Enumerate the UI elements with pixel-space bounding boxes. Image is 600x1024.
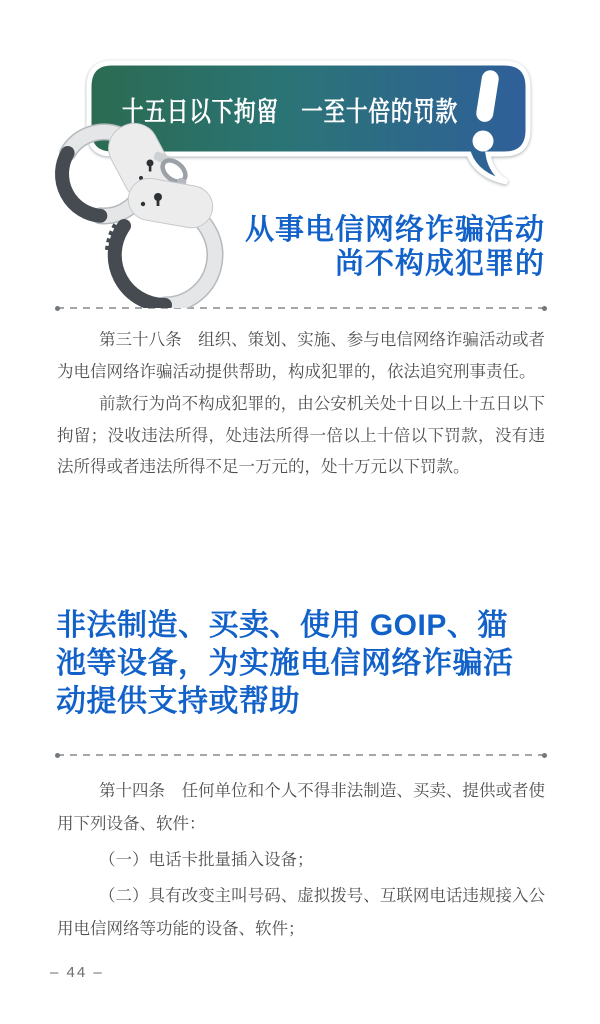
handcuffs-icon — [28, 112, 236, 308]
paragraph: 第十四条 任何单位和个人不得非法制造、买卖、提供或者使用下列设备、软件： — [57, 782, 545, 833]
title-line: 尚不构成犯罪的 — [334, 248, 545, 280]
dashed-divider — [57, 754, 545, 756]
section-body-detention — [57, 325, 545, 484]
page-number: – 44 – — [50, 964, 104, 981]
banner-text: 十五日以下拘留 一至十倍的罚款 — [122, 96, 458, 127]
paragraph: 前款行为尚不构成犯罪的，由公安机关处十日以上十五日以下拘留；没收违法所得，处违法所得一倍以上十倍以下罚款，没有违法所得或者违法所得不足一万元的，处十万元以下罚款。 — [57, 395, 545, 476]
list-item: （二）具有改变主叫号码、虚拟拨号、互联网电话违规接入公用电信网络等功能的设备、软件； — [57, 887, 545, 938]
handcuff-bottom-cuff — [108, 175, 216, 305]
list-item: （一）电话卡批量插入设备； — [99, 851, 314, 869]
section-title-equipment — [56, 607, 548, 721]
title-line: 动提供支持或帮助 — [56, 685, 300, 718]
title-line: 非法制造、买卖、使用 GOIP、猫 — [56, 609, 508, 642]
title-line: 从事电信网络诈骗活动 — [244, 214, 545, 246]
paragraph: 第三十八条 组织、策划、实施、参与电信网络诈骗活动或者为电信网络诈骗活动提供帮助，构成犯罪的，依法追究刑事责任。 — [57, 331, 545, 381]
section-body-equipment — [57, 775, 545, 946]
title-line: 池等设备，为实施电信网络诈骗活 — [56, 647, 514, 680]
